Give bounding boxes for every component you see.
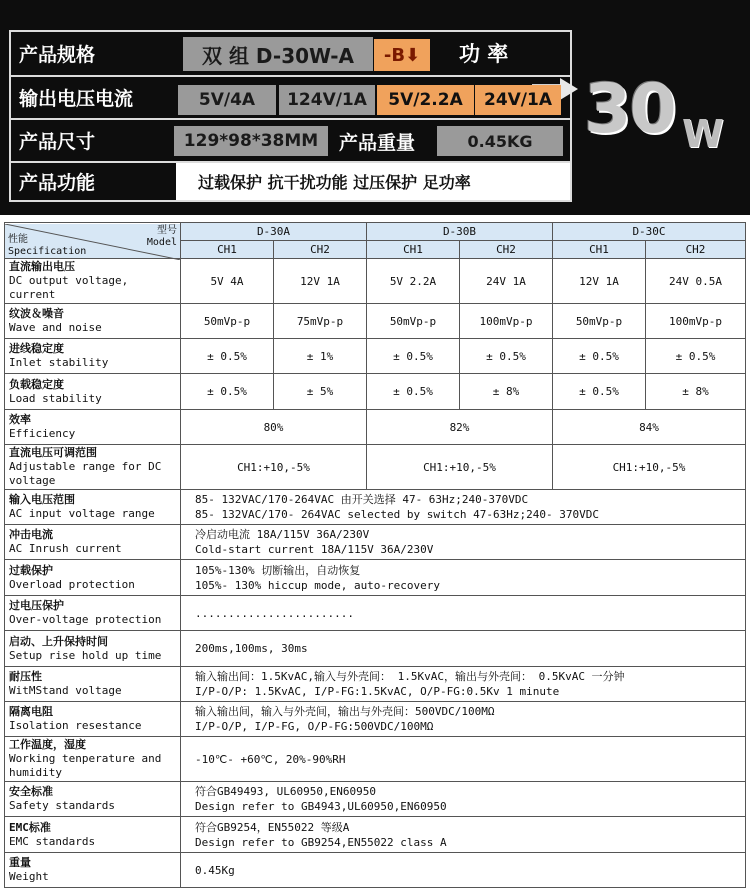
output-value-2: 124V/1A bbox=[279, 85, 375, 115]
value-line: 输入输出间，输入与外壳间，输出与外壳间：500VDC/100MΩ bbox=[195, 705, 495, 718]
power-label: 功 率 bbox=[459, 42, 509, 66]
product-banner bbox=[0, 0, 750, 215]
table-cell: ± 8% bbox=[460, 374, 553, 410]
row-label-en: Overload protection bbox=[9, 577, 135, 591]
value-line: 冷启动电流 18A/115V 36A/230V bbox=[195, 528, 370, 541]
table-cell: 82% bbox=[367, 410, 553, 445]
row-label-en: Weight bbox=[9, 870, 49, 883]
row-label-en: Isolation resestance bbox=[9, 719, 142, 732]
model-header: D-30C bbox=[553, 223, 746, 241]
row-label-en: WitMStand voltage bbox=[9, 684, 122, 697]
row-label-en: Inlet stability bbox=[9, 356, 109, 369]
table-cell: 12V 1A bbox=[274, 259, 367, 304]
table-row bbox=[5, 374, 746, 410]
table-row bbox=[5, 702, 746, 737]
table-cell: 75mVp-p bbox=[274, 304, 367, 339]
spec-label: 产品规格 bbox=[19, 44, 96, 66]
size-label: 产品尺寸 bbox=[19, 130, 96, 153]
row-label-en: AC Inrush current bbox=[9, 542, 122, 555]
value-line: 0.45Kg bbox=[195, 863, 235, 877]
table-cell: CH1:+10,-5% bbox=[181, 445, 367, 490]
corner-perf-cn: 性能 bbox=[8, 233, 28, 245]
value-line: 符合GB9254，EN55022 等级A bbox=[195, 820, 350, 834]
table-cell: 5V 4A bbox=[181, 259, 274, 304]
table-cell: 100mVp-p bbox=[646, 304, 746, 339]
table-cell: 50mVp-p bbox=[367, 304, 460, 339]
corner-perf-en: Specification bbox=[8, 245, 87, 257]
row-label-cn: 启动、上升保持时间 bbox=[9, 634, 108, 648]
table-cell: 50mVp-p bbox=[553, 304, 646, 339]
value-line: I/P-O/P: 1.5KvAC, I/P-FG:1.5KvAC, O/P-FG:0.5Kv 1 minute bbox=[195, 685, 560, 698]
table-row bbox=[5, 667, 746, 702]
table-row bbox=[5, 782, 746, 817]
table-cell: ± 8% bbox=[646, 374, 746, 410]
value-line: 输入输出间：1.5KvAC,输入与外壳间： 1.5KvAC，输出与外壳间： 0.5KvAC 一分钟 bbox=[195, 670, 625, 683]
table-cell: 24V 1A bbox=[460, 259, 553, 304]
table-cell: ± 0.5% bbox=[367, 374, 460, 410]
value-line: Cold-start current 18A/115V 36A/230V bbox=[195, 543, 434, 556]
size-value: 129*98*38MM bbox=[174, 126, 328, 156]
table-row bbox=[5, 853, 746, 888]
table-row bbox=[5, 817, 746, 853]
row-label-cn: 输入电压范围 bbox=[9, 493, 75, 506]
table-cell: ± 0.5% bbox=[460, 339, 553, 374]
table-row bbox=[5, 410, 746, 445]
row-label-en: Over-voltage protection bbox=[9, 613, 162, 626]
table-corner-header bbox=[5, 223, 181, 259]
table-cell: ± 0.5% bbox=[367, 339, 460, 374]
table-cell: 5V 2.2A bbox=[367, 259, 460, 304]
row-label-en: Safety standards bbox=[9, 799, 115, 812]
table-cell: ± 0.5% bbox=[181, 339, 274, 374]
row-label-en: Working tenperature and humidity bbox=[9, 752, 162, 779]
table-row bbox=[5, 737, 746, 782]
table-row bbox=[5, 304, 746, 339]
channel-header: CH1 bbox=[553, 241, 646, 259]
table-row bbox=[5, 445, 746, 490]
row-label-en: Setup rise hold up time bbox=[9, 648, 162, 662]
channel-header: CH2 bbox=[274, 241, 367, 259]
output-value-3: 5V/2.2A bbox=[377, 85, 474, 115]
table-cell: ± 0.5% bbox=[646, 339, 746, 374]
row-label-cn: 隔离电阻 bbox=[9, 705, 53, 718]
value-line: 符合GB49493, UL60950,EN60950 bbox=[195, 785, 376, 798]
output-label: 输出电压电流 bbox=[19, 87, 134, 110]
row-label-cn: 进线稳定度 bbox=[9, 342, 64, 355]
table-row bbox=[5, 631, 746, 667]
row-label-en: Efficiency bbox=[9, 427, 76, 440]
channel-header: CH1 bbox=[367, 241, 460, 259]
row-label-cn: 工作温度，湿度 bbox=[9, 738, 86, 751]
power-rating-number: 30 bbox=[584, 70, 675, 149]
value-line: ........................ bbox=[195, 606, 354, 620]
row-label-cn: 过载保护 bbox=[9, 563, 53, 577]
row-label-cn: 直流电压可调范围 bbox=[9, 446, 97, 459]
row-label-cn: 冲击电流 bbox=[9, 528, 53, 541]
table-cell: CH1:+10,-5% bbox=[553, 445, 746, 490]
value-line: 105%-130% 切断输出，自动恢复 bbox=[195, 563, 361, 577]
spec-table bbox=[4, 222, 746, 888]
value-line: 105%- 130% hiccup mode, auto-recovery bbox=[195, 578, 441, 592]
row-label-cn: 安全标准 bbox=[9, 785, 53, 798]
row-label-en: EMC standards bbox=[9, 834, 96, 848]
table-row bbox=[5, 490, 746, 525]
value-line: 85- 132VAC/170-264VAC 由开关选择 47- 63Hz;240-370VDC bbox=[195, 493, 529, 506]
table-cell: ± 0.5% bbox=[181, 374, 274, 410]
row-label-cn: 耐压性 bbox=[9, 670, 42, 683]
table-cell: 100mVp-p bbox=[460, 304, 553, 339]
corner-model-en: Model bbox=[146, 236, 177, 248]
row-label-cn: 效率 bbox=[9, 413, 31, 426]
weight-label: 产品重量 bbox=[339, 131, 416, 154]
table-cell: 80% bbox=[181, 410, 367, 445]
row-label-cn: 过电压保护 bbox=[9, 599, 64, 612]
model-header: D-30A bbox=[181, 223, 367, 241]
spec-value: 双 组 D-30W-A bbox=[183, 37, 373, 71]
table-cell: 84% bbox=[553, 410, 746, 445]
table-cell: CH1:+10,-5% bbox=[367, 445, 553, 490]
table-row bbox=[5, 259, 746, 304]
banner-frame bbox=[9, 30, 572, 202]
table-cell: 50mVp-p bbox=[181, 304, 274, 339]
weight-value: 0.45KG bbox=[437, 126, 563, 156]
corner-model-cn: 型号 bbox=[157, 224, 177, 236]
row-label-cn: 重量 bbox=[9, 856, 31, 869]
row-label-cn: 负载稳定度 bbox=[9, 377, 64, 391]
row-label-en: Load stability bbox=[9, 391, 102, 405]
table-cell: ± 1% bbox=[274, 339, 367, 374]
row-label-en: DC output voltage, current bbox=[9, 274, 129, 301]
channel-header: CH2 bbox=[646, 241, 746, 259]
table-cell: 24V 0.5A bbox=[646, 259, 746, 304]
value-line: 85- 132VAC/170- 264VAC selected by switch 47-63Hz;240- 370VDC bbox=[195, 508, 599, 521]
function-label: 产品功能 bbox=[19, 172, 96, 194]
channel-header: CH1 bbox=[181, 241, 274, 259]
function-value: 过载保护 抗干扰功能 过压保护 足功率 bbox=[176, 163, 570, 200]
row-label-cn: EMC标准 bbox=[9, 820, 51, 834]
table-cell: ± 0.5% bbox=[553, 339, 646, 374]
row-label-en: Adjustable range for DC voltage bbox=[9, 460, 162, 487]
model-header: D-30B bbox=[367, 223, 553, 241]
value-line: I/P-O/P, I/P-FG, O/P-FG:500VDC/100MΩ bbox=[195, 720, 434, 733]
table-cell: ± 5% bbox=[274, 374, 367, 410]
output-value-4: 24V/1A bbox=[475, 85, 561, 115]
row-label-cn: 纹波＆噪音 bbox=[9, 307, 64, 320]
value-line: -10℃- +60℃, 20%-90%RH bbox=[195, 752, 346, 766]
output-value-1: 5V/4A bbox=[178, 85, 276, 115]
table-cell: ± 0.5% bbox=[553, 374, 646, 410]
value-line: 200ms,100ms, 30ms bbox=[195, 642, 308, 655]
row-label-cn: 直流输出电压 bbox=[9, 260, 75, 273]
table-row bbox=[5, 596, 746, 631]
table-row bbox=[5, 339, 746, 374]
value-line: Design refer to GB9254,EN55022 class A bbox=[195, 835, 447, 849]
power-rating-unit: W bbox=[682, 112, 724, 156]
channel-header: CH2 bbox=[460, 241, 553, 259]
row-label-en: AC input voltage range bbox=[9, 507, 155, 520]
table-row bbox=[5, 525, 746, 560]
row-label-en: Wave and noise bbox=[9, 321, 102, 334]
table-row bbox=[5, 560, 746, 596]
table-cell: 12V 1A bbox=[553, 259, 646, 304]
value-line: Design refer to GB4943,UL60950,EN60950 bbox=[195, 800, 447, 813]
spec-suffix: -B⬇ bbox=[374, 39, 430, 71]
